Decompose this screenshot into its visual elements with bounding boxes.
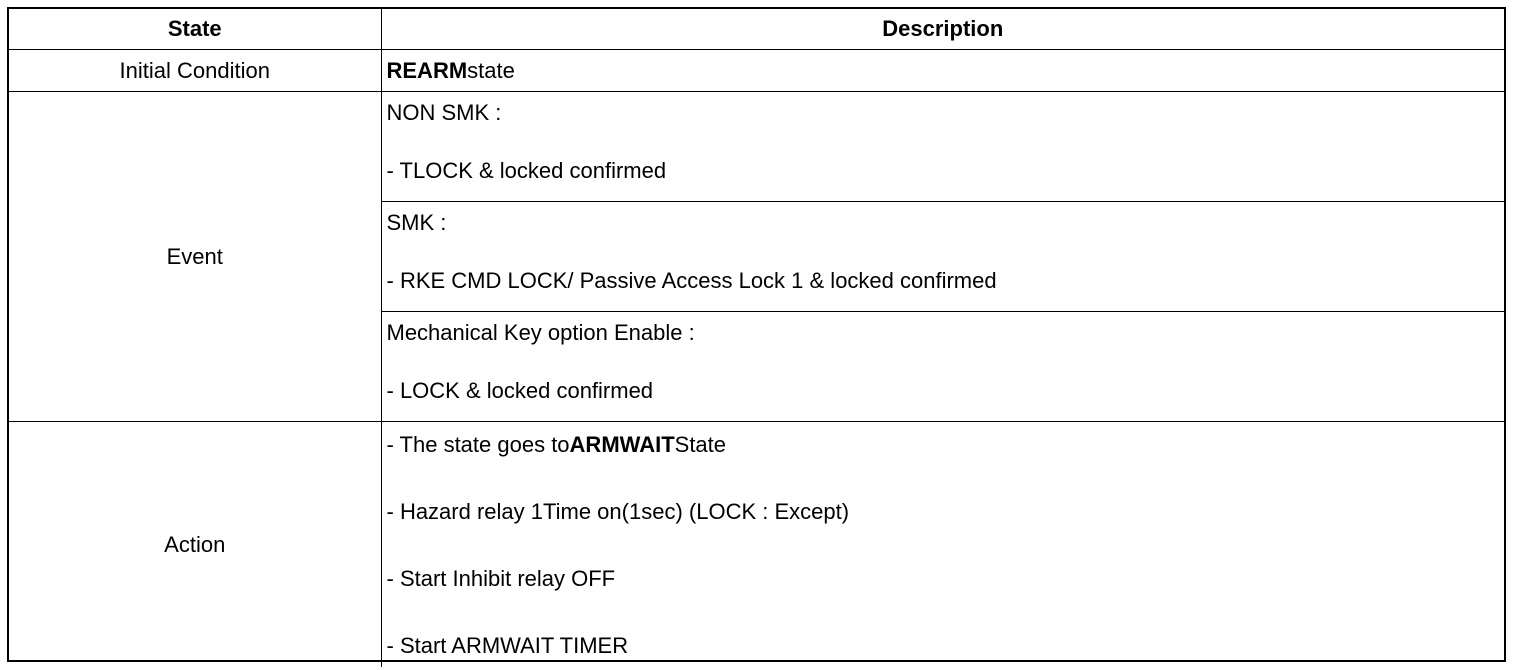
header-row (9, 9, 1504, 50)
action-transition-suffix: State (674, 432, 727, 457)
header-description: Description (381, 9, 1504, 50)
description-cell-initial-condition (381, 50, 1504, 92)
action-transition-prefix: - The state goes to (386, 432, 570, 457)
action-line-inhibit-relay: - Start Inhibit relay OFF (386, 566, 616, 591)
state-table-frame (7, 7, 1506, 662)
table-row-initial-condition (9, 50, 1504, 92)
event-item-mechanical-key: - LOCK & locked confirmed (386, 378, 654, 403)
initial-state-name: REARM (386, 57, 468, 83)
description-cell-smk (381, 202, 1504, 312)
state-table (9, 9, 1504, 667)
table-row-event-non-smk (9, 92, 1504, 202)
event-heading-mechanical-key: Mechanical Key option Enable : (386, 320, 695, 345)
header-state: State (9, 9, 381, 50)
table-row-action (9, 422, 1504, 668)
event-heading-smk: SMK : (386, 210, 447, 235)
event-item-non-smk: - TLOCK & locked confirmed (386, 158, 667, 183)
event-heading-non-smk: NON SMK : (386, 100, 502, 125)
description-cell-action (381, 422, 1504, 668)
state-cell-event: Event (9, 92, 381, 422)
state-cell-initial-condition: Initial Condition (9, 50, 381, 92)
description-cell-mechanical-key (381, 312, 1504, 422)
state-cell-action: Action (9, 422, 381, 668)
description-cell-non-smk (381, 92, 1504, 202)
event-item-smk: - RKE CMD LOCK/ Passive Access Lock 1 & locked confirmed (386, 268, 997, 293)
action-line-hazard-relay: - Hazard relay 1Time on(1sec) (LOCK : Except) (386, 499, 850, 524)
action-line-state-transition (387, 434, 1505, 456)
action-target-state: ARMWAIT (569, 432, 675, 457)
initial-state-suffix: state (467, 57, 515, 83)
action-line-armwait-timer: - Start ARMWAIT TIMER (386, 633, 629, 658)
